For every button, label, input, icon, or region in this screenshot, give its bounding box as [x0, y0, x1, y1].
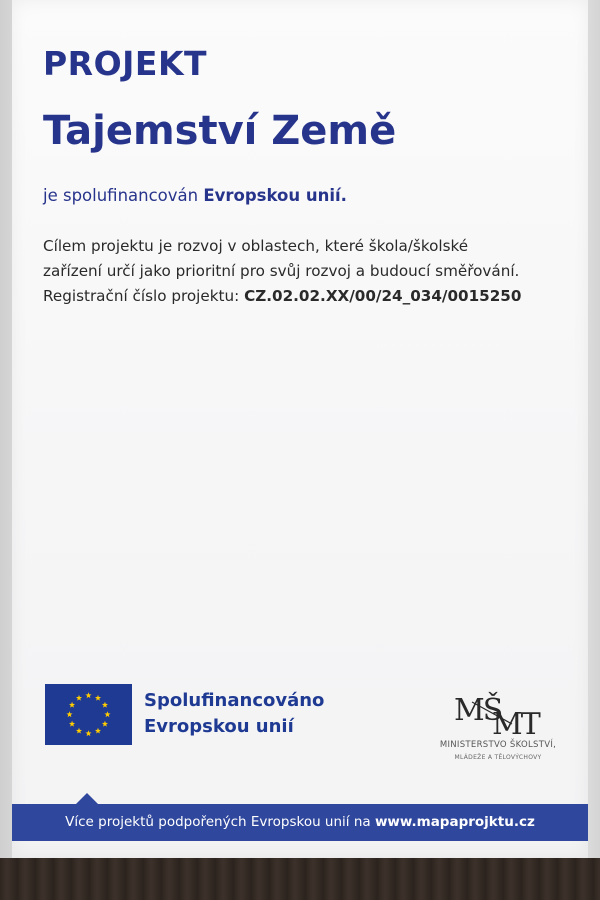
msmt-name: MINISTERSTVO ŠKOLSTVÍ,: [439, 740, 557, 750]
project-description: [43, 234, 583, 309]
eu-star-icon: [85, 692, 91, 698]
footer-band: [12, 804, 588, 841]
cofinanced-eu: Evropskou unií.: [203, 186, 347, 205]
poster-kicker: PROJEKT: [43, 44, 208, 83]
msmt-mark-icon: [452, 690, 544, 736]
eu-logo-line-2: Evropskou unií: [144, 716, 294, 737]
eu-star-icon: [69, 702, 75, 708]
svg-text:MT: MT: [492, 707, 539, 736]
msmt-subtitle: MLÁDEŽE A TĚLOVÝCHOVY: [454, 754, 542, 761]
eu-star-icon: [95, 728, 101, 734]
footer-text: [12, 814, 588, 830]
eu-star-icon: [102, 702, 108, 708]
project-title: Tajemství Země: [43, 108, 397, 154]
eu-star-icon: [95, 695, 101, 701]
eu-star-icon: [76, 695, 82, 701]
eu-flag-icon: [45, 684, 132, 745]
footer-text-prefix: Více projektů podpořených Evropskou unií na: [65, 814, 375, 830]
eu-star-icon: [102, 721, 108, 727]
description-line-1: Cílem projektu je rozvoj v oblastech, které škola/školské: [43, 237, 469, 255]
eu-logo-text: [144, 688, 344, 740]
registration-number: CZ.02.02.XX/00/24_034/0015250: [244, 287, 522, 305]
eu-star-icon: [85, 730, 91, 736]
footer-url-link[interactable]: www.mapaprojktu.cz: [374, 814, 535, 830]
footer-band-notch: [76, 793, 98, 804]
eu-star-icon: [76, 728, 82, 734]
description-line-2: zařízení určí jako prioritní pro svůj rozvoj a budoucí směřování.: [43, 262, 520, 280]
svg-text:MŠ: MŠ: [454, 693, 502, 728]
eu-star-icon: [104, 711, 110, 717]
project-poster: [12, 0, 588, 858]
eu-logo-line-1: Spolufinancováno: [144, 690, 325, 711]
cofinanced-statement: [43, 186, 347, 205]
eu-star-icon: [66, 711, 72, 717]
registration-label: Registrační číslo projektu:: [43, 287, 245, 305]
eu-star-icon: [69, 721, 75, 727]
cofinanced-prefix: je spolufinancován: [43, 186, 204, 205]
floor: [0, 858, 600, 900]
